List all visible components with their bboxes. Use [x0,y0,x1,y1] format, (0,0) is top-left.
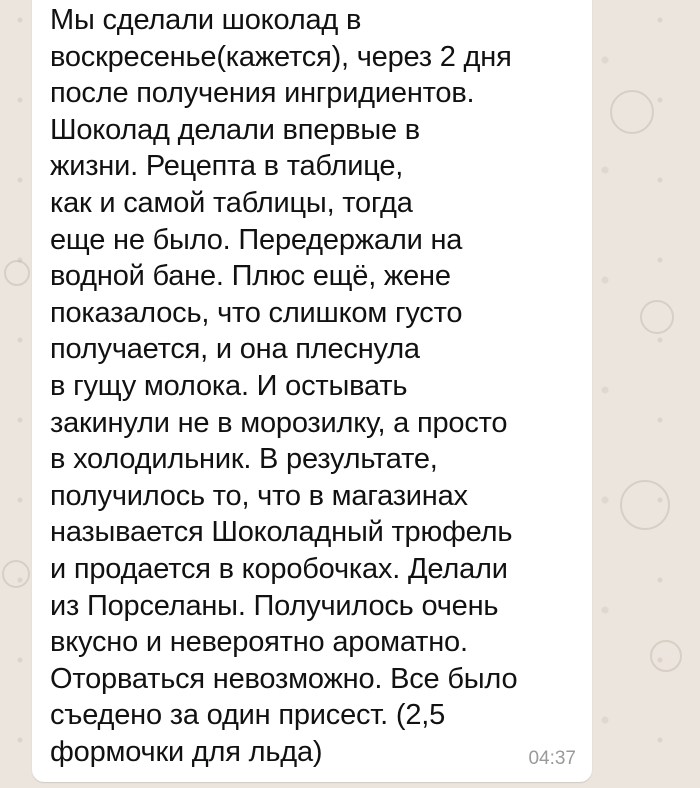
message-bubble[interactable] [32,0,592,782]
wallpaper-doodle [620,480,670,530]
message-timestamp: 04:37 [528,748,576,769]
wallpaper-doodle [640,300,674,334]
wallpaper-doodle [2,560,30,588]
wallpaper-doodle [610,90,654,134]
wallpaper-doodle [4,260,30,286]
wallpaper-doodle [650,640,682,672]
message-text: Мы сделали шоколад в воскресенье(кажется), через 2 дня после получения ингридиентов. Шоколад делали впервые в жизни. Рецепта в таблице, как и самой таблицы, тогда еще не было. Передержали на водной бане. Плюс ещё, жене показалось, что слишком густо получается, и она плеснула в гущу молока. И остывать закинули не в морозилку, а просто в холодильник. В результате, получилось то, что в магазинах называется Шоколадный трюфель и продается в коробочках. Делали из Порселаны. Получилось очень вкусно и невероятно ароматно. Оторваться невозможно. Все было съедено за один присест. (2,5 формочки для льда) [50,4,518,768]
